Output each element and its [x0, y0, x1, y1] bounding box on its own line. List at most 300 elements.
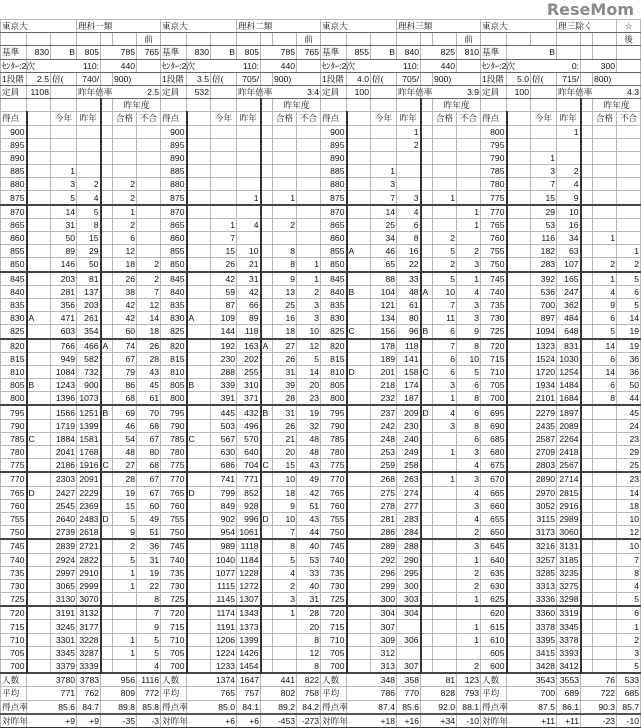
- last-year-count: 3412: [557, 660, 581, 674]
- score-cell: 890: [321, 151, 347, 164]
- score-cell: 855: [321, 245, 347, 258]
- grade-mark: [27, 459, 51, 473]
- empty-cell: [507, 33, 531, 46]
- score-cell: 705: [321, 646, 347, 659]
- last-year-grade-mark: [101, 352, 113, 365]
- table-row: [161, 432, 321, 445]
- score-cell: 710: [481, 365, 507, 378]
- score-cell: 820: [321, 339, 347, 353]
- summary-label: 得点率: [161, 700, 187, 714]
- this-year-count: 3395: [531, 633, 557, 646]
- header-cell: 前: [137, 33, 161, 46]
- header-cell: 855: [347, 46, 371, 59]
- last-year-grade-mark: [421, 272, 433, 286]
- last-year-count: 1343: [237, 606, 261, 620]
- this-year-count: 630: [211, 446, 237, 459]
- column-header-row: [161, 112, 321, 125]
- score-cell: 620: [481, 606, 507, 620]
- last-year-count: 362: [557, 298, 581, 311]
- column-header: 得点: [1, 112, 27, 125]
- pass-count: 67: [113, 352, 137, 365]
- score-cell: 870: [161, 205, 187, 219]
- grade-mark: [347, 579, 371, 592]
- pass-count: 1: [113, 633, 137, 646]
- grade-mark: [347, 312, 371, 325]
- score-cell: 715: [481, 352, 507, 365]
- summary-value: +11: [507, 714, 557, 728]
- this-year-count: 237: [371, 405, 397, 419]
- last-year-count: 4: [77, 191, 101, 205]
- table-row: [1, 620, 161, 633]
- pass-count: [113, 606, 137, 620]
- grade-mark: [27, 191, 51, 205]
- this-year-count: [531, 138, 557, 151]
- empty-cell: [101, 99, 113, 112]
- summary-value: 441: [261, 673, 297, 687]
- empty-cell: [593, 46, 617, 59]
- score-cell: 715: [161, 620, 187, 633]
- grade-mark: [27, 151, 51, 164]
- grade-mark: [507, 258, 531, 272]
- last-year-grade-mark: [261, 446, 273, 459]
- pass-count: 16: [273, 312, 297, 325]
- last-year-label-row: [481, 99, 641, 112]
- pass-count: 1: [433, 446, 457, 459]
- last-year-label-row: [321, 99, 481, 112]
- fail-count: [297, 205, 321, 219]
- summary-value: 85.0: [187, 700, 237, 714]
- table-row: [1, 633, 161, 646]
- score-cell: 750: [481, 258, 507, 272]
- pass-count: 7: [273, 526, 297, 540]
- pass-count: 2: [113, 191, 137, 205]
- score-cell: 785: [481, 165, 507, 178]
- last-year-count: 2989: [557, 512, 581, 525]
- grade-mark: [187, 459, 211, 473]
- last-year-count: 2418: [557, 446, 581, 459]
- table-row: [1, 298, 161, 311]
- this-year-count: 3216: [531, 539, 557, 553]
- table-row: [321, 446, 481, 459]
- fail-count: [457, 178, 481, 191]
- grade-mark: A: [27, 312, 51, 325]
- fail-count: 8: [457, 392, 481, 406]
- this-year-count: 1243: [51, 379, 77, 392]
- header-cell: 倍(: [531, 72, 557, 85]
- last-year-grade-mark: [581, 205, 593, 219]
- header-cell: 900): [273, 72, 321, 85]
- this-year-count: 3345: [51, 646, 77, 659]
- last-year-grade-mark: [261, 539, 273, 553]
- pass-count: 19: [113, 486, 137, 499]
- pass-count: 5: [433, 245, 457, 258]
- summary-row: [1, 673, 161, 687]
- last-year-count: 174: [397, 379, 421, 392]
- fail-count: 14: [617, 312, 641, 325]
- last-year-grade-mark: [261, 553, 273, 566]
- table-row: [321, 352, 481, 365]
- empty-cell: [77, 33, 101, 46]
- last-year-count: 2916: [557, 499, 581, 512]
- last-year-grade-mark: [261, 325, 273, 339]
- fail-count: 22: [137, 579, 161, 592]
- fail-count: 3: [457, 499, 481, 512]
- pass-count: 21: [273, 432, 297, 445]
- last-year-grade-mark: [581, 553, 593, 566]
- grade-mark: [187, 232, 211, 245]
- score-cell: 725: [321, 593, 347, 607]
- last-year-grade-mark: [101, 539, 113, 553]
- last-year-count: 50: [77, 258, 101, 272]
- grade-mark: [27, 593, 51, 607]
- header-cell: 理三除く: [557, 20, 617, 33]
- last-year-count: 2910: [77, 566, 101, 579]
- pass-count: 3: [273, 593, 297, 607]
- summary-value: 533: [617, 673, 641, 687]
- empty-cell: [51, 85, 77, 98]
- last-year-count: 10: [557, 205, 581, 219]
- this-year-count: 1206: [211, 633, 237, 646]
- header-cell: 倍(: [211, 72, 237, 85]
- last-year-count: [557, 151, 581, 164]
- last-year-count: 2264: [557, 432, 581, 445]
- score-cell: 680: [481, 446, 507, 459]
- table-row: [321, 298, 481, 311]
- empty-cell: [371, 85, 397, 98]
- score-cell: 870: [321, 205, 347, 219]
- last-year-count: 2: [557, 165, 581, 178]
- last-year-count: [397, 165, 421, 178]
- pass-count: 6: [433, 325, 457, 339]
- fail-count: 33: [297, 566, 321, 579]
- last-year-count: 42: [237, 285, 261, 298]
- summary-row: [321, 687, 481, 700]
- fail-count: 25: [617, 459, 641, 473]
- pass-count: 2: [433, 258, 457, 272]
- summary-value: 3553: [557, 673, 581, 687]
- score-cell: 810: [321, 365, 347, 378]
- last-year-count: 1061: [237, 526, 261, 540]
- header-cell: B: [371, 46, 397, 59]
- this-year-count: 3191: [51, 606, 77, 620]
- last-year-count: 1073: [77, 392, 101, 406]
- summary-label: 人数: [321, 673, 347, 687]
- grade-mark: [507, 298, 531, 311]
- score-cell: 850: [1, 258, 27, 272]
- pass-count: 2: [433, 232, 457, 245]
- fail-count: 2: [457, 526, 481, 540]
- fail-count: [297, 138, 321, 151]
- grade-mark: [187, 205, 211, 219]
- this-year-count: 3065: [51, 579, 77, 592]
- this-year-count: 25: [371, 218, 397, 231]
- table-row: [481, 298, 641, 311]
- this-year-count: 799: [211, 486, 237, 499]
- header-cell: 810: [457, 46, 481, 59]
- header-cell: 900): [113, 72, 161, 85]
- grade-mark: [187, 285, 211, 298]
- this-year-count: 3: [371, 178, 397, 191]
- last-year-grade-mark: [261, 151, 273, 164]
- last-year-count: [77, 138, 101, 151]
- table-row: [1, 218, 161, 231]
- last-year-grade-mark: [101, 125, 113, 138]
- this-year-count: 292: [371, 553, 397, 566]
- grade-mark: [27, 218, 51, 231]
- table-row: [481, 365, 641, 378]
- pass-count: 13: [273, 285, 297, 298]
- last-year-grade-mark: [581, 352, 593, 365]
- last-year-count: [397, 620, 421, 633]
- empty-cell: [421, 99, 433, 112]
- last-year-count: 771: [237, 472, 261, 486]
- score-cell: 760: [321, 499, 347, 512]
- this-year-count: 300: [371, 593, 397, 607]
- this-year-count: 3052: [531, 499, 557, 512]
- table-row: [161, 499, 321, 512]
- grade-mark: [507, 446, 531, 459]
- score-cell: 665: [481, 486, 507, 499]
- score-cell: 700: [1, 660, 27, 674]
- score-block-2: [160, 19, 320, 728]
- fail-count: [137, 232, 161, 245]
- table-row: [1, 472, 161, 486]
- last-year-grade-mark: [101, 486, 113, 499]
- summary-value: 771: [27, 687, 77, 700]
- resemom-watermark-logo: ReseMom: [546, 0, 634, 19]
- header-cell: 2.5: [27, 72, 51, 85]
- header-cell: 東京大: [1, 20, 77, 33]
- grade-mark: [27, 285, 51, 298]
- last-year-count: 258: [397, 459, 421, 473]
- score-cell: 835: [321, 298, 347, 311]
- pass-count: [593, 539, 617, 553]
- table-row: [1, 379, 161, 392]
- pass-count: [113, 151, 137, 164]
- column-header: 合格: [593, 112, 617, 125]
- grade-mark: C: [347, 325, 371, 339]
- last-year-count: 1: [237, 191, 261, 205]
- last-year-count: 2618: [77, 526, 101, 540]
- grade-mark: [27, 472, 51, 486]
- fail-count: 40: [297, 579, 321, 592]
- summary-row: [321, 700, 481, 714]
- header-row: [161, 85, 321, 98]
- grade-mark: [347, 138, 371, 151]
- empty-cell: [617, 59, 641, 72]
- table-row: [161, 472, 321, 486]
- last-year-count: 1228: [237, 566, 261, 579]
- this-year-count: 2839: [51, 539, 77, 553]
- score-cell: 800: [1, 392, 27, 406]
- fail-count: 4: [617, 579, 641, 592]
- this-year-count: 2890: [531, 472, 557, 486]
- last-year-count: 81: [77, 272, 101, 286]
- score-cell: 600: [481, 660, 507, 674]
- table-row: [1, 352, 161, 365]
- last-year-count: 306: [397, 633, 421, 646]
- header-cell: ｾﾝﾀｰ:2次: [2, 60, 35, 71]
- pass-count: [593, 245, 617, 258]
- last-year-count: 704: [237, 459, 261, 473]
- fail-count: 6: [617, 285, 641, 298]
- grade-mark: [347, 526, 371, 540]
- fail-count: 28: [137, 352, 161, 365]
- header-cell: 100: [347, 85, 371, 98]
- this-year-count: 766: [51, 339, 77, 353]
- header-cell: 理科二類: [237, 20, 321, 33]
- pass-count: 1: [593, 232, 617, 245]
- header-cell: 理科一類: [77, 20, 161, 33]
- score-cell: 855: [161, 245, 187, 258]
- pass-count: 74: [113, 339, 137, 353]
- this-year-count: 3336: [531, 593, 557, 607]
- table-row: [481, 646, 641, 659]
- table-row: [1, 486, 161, 499]
- pass-count: [593, 660, 617, 674]
- grade-mark: [507, 512, 531, 525]
- last-year-grade-mark: [101, 325, 113, 339]
- header-cell: 定員: [481, 85, 507, 98]
- score-cell: 865: [1, 218, 27, 231]
- score-cell: 790: [1, 419, 27, 432]
- grade-mark: [27, 512, 51, 525]
- empty-cell: [237, 33, 261, 46]
- column-header: [347, 112, 371, 125]
- last-year-count: 61: [397, 298, 421, 311]
- this-year-count: 686: [211, 459, 237, 473]
- table-row: [1, 339, 161, 353]
- pass-count: [273, 646, 297, 659]
- fail-count: 2: [457, 566, 481, 579]
- score-cell: 725: [1, 593, 27, 607]
- grade-mark: [27, 298, 51, 311]
- fail-count: 42: [297, 486, 321, 499]
- table-row: [1, 178, 161, 191]
- grade-mark: [347, 419, 371, 432]
- pass-count: [593, 620, 617, 633]
- table-row: [321, 419, 481, 432]
- table-row: [481, 379, 641, 392]
- last-year-count: 3132: [77, 606, 101, 620]
- summary-value: 88.1: [457, 700, 481, 714]
- score-cell: 885: [161, 165, 187, 178]
- this-year-count: 121: [371, 298, 397, 311]
- grade-mark: [187, 405, 211, 419]
- table-row: [161, 218, 321, 231]
- header-cell: ☆: [617, 20, 641, 33]
- grade-mark: [187, 579, 211, 592]
- pass-count: [433, 646, 457, 659]
- pass-count: [593, 526, 617, 540]
- last-year-count: 1184: [237, 553, 261, 566]
- last-year-grade-mark: [421, 178, 433, 191]
- header-cell: 東京大: [481, 20, 557, 33]
- header-row: [161, 59, 321, 72]
- fail-count: 48: [297, 432, 321, 445]
- last-year-count: 3378: [557, 633, 581, 646]
- fail-count: [137, 151, 161, 164]
- table-row: [161, 285, 321, 298]
- this-year-count: [211, 191, 237, 205]
- header-cell: 5.0: [507, 72, 531, 85]
- last-year-count: [77, 125, 101, 138]
- summary-value: 956: [101, 673, 137, 687]
- this-year-count: 59: [211, 285, 237, 298]
- last-year-count: 3: [397, 191, 421, 205]
- table-row: [481, 512, 641, 525]
- fail-count: 3: [457, 312, 481, 325]
- this-year-count: 203: [51, 272, 77, 286]
- grade-mark: [507, 205, 531, 219]
- column-header: 昨年: [77, 112, 101, 125]
- pass-count: [433, 432, 457, 445]
- pass-count: [593, 472, 617, 486]
- grade-mark: [507, 499, 531, 512]
- last-year-grade-mark: [581, 486, 593, 499]
- score-cell: 790: [481, 151, 507, 164]
- table-row: [1, 325, 161, 339]
- table-row: [481, 566, 641, 579]
- fail-count: 1: [457, 218, 481, 231]
- summary-value: 793: [457, 687, 481, 700]
- grade-mark: [507, 191, 531, 205]
- score-cell: 805: [1, 379, 27, 392]
- grade-mark: [507, 379, 531, 392]
- pass-count: 11: [433, 312, 457, 325]
- score-cell: 805: [161, 379, 187, 392]
- grade-mark: [27, 365, 51, 378]
- empty-cell: [1, 99, 27, 112]
- pass-count: [593, 205, 617, 219]
- table-row: [481, 325, 641, 339]
- table-row: [1, 579, 161, 592]
- last-year-grade-mark: [581, 245, 593, 258]
- summary-value: 786: [347, 687, 397, 700]
- column-header: 今年: [211, 112, 237, 125]
- last-year-count: 1030: [557, 352, 581, 365]
- last-year-count: 900: [77, 379, 101, 392]
- last-year-grade-mark: [421, 392, 433, 406]
- grade-mark: [187, 325, 211, 339]
- grade-mark: [347, 352, 371, 365]
- summary-value: +9: [77, 714, 101, 728]
- grade-mark: [347, 459, 371, 473]
- table-row: [321, 272, 481, 286]
- last-year-grade-mark: [101, 218, 113, 231]
- last-year-label-row: [161, 99, 321, 112]
- pass-count: 1: [433, 472, 457, 486]
- empty-cell: [187, 33, 211, 46]
- fail-count: 44: [297, 526, 321, 540]
- last-year-grade-mark: [101, 379, 113, 392]
- pass-count: [593, 566, 617, 579]
- last-year-grade-mark: [421, 446, 433, 459]
- header-cell: B: [507, 46, 557, 59]
- grade-mark: [27, 178, 51, 191]
- last-year-count: 1454: [237, 660, 261, 674]
- summary-value: 84.1: [237, 700, 261, 714]
- summary-value: 358: [397, 673, 421, 687]
- score-cell: 895: [321, 138, 347, 151]
- this-year-count: 902: [211, 512, 237, 525]
- fail-count: [617, 178, 641, 191]
- fail-count: 44: [617, 392, 641, 406]
- score-cell: 720: [1, 606, 27, 620]
- score-cell: 755: [1, 512, 27, 525]
- last-year-grade-mark: D: [261, 512, 273, 525]
- fail-count: 40: [297, 539, 321, 553]
